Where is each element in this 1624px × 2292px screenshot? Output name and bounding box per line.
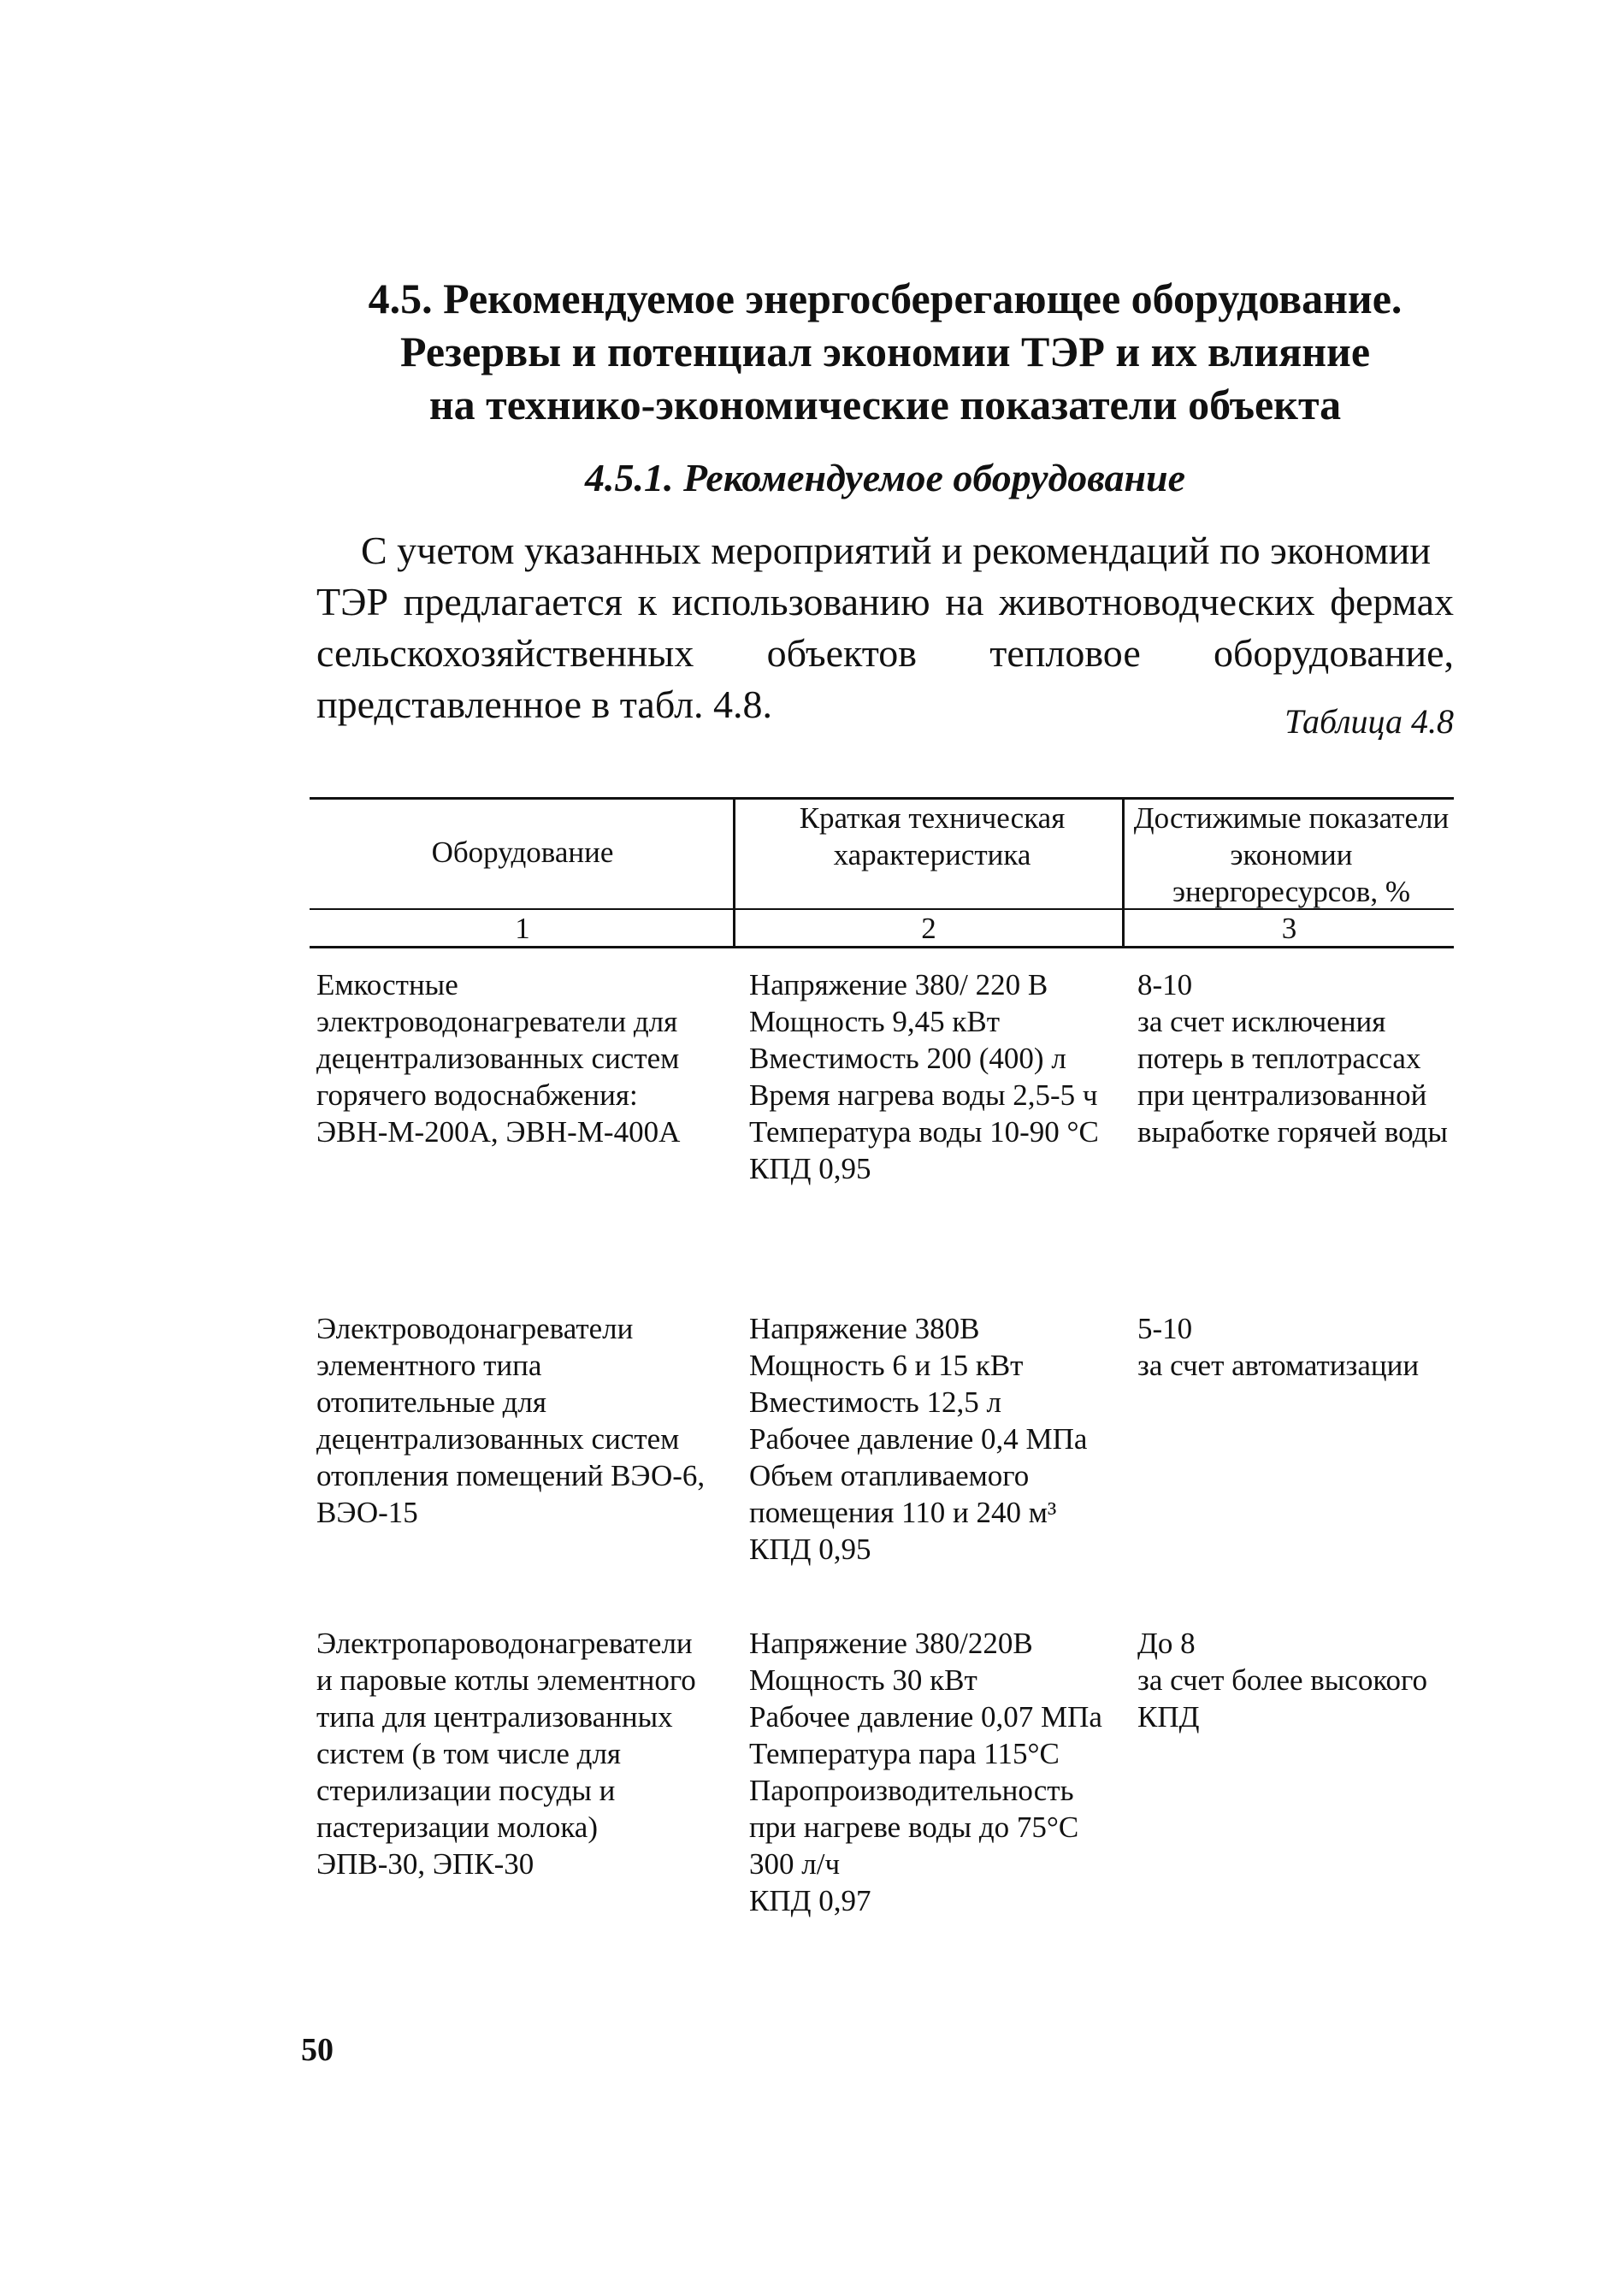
row-1-savings: 8-10 за счет исключения потерь в теплотрассах при централизованной выработке горячей воды	[1137, 968, 1448, 1149]
paragraph-rest: ТЭР предлагается к использованию на животноводческих фермах сельскохозяйственных объектов тепловое оборудование, представленное в табл. 4.8.	[316, 580, 1454, 726]
column-number-3: 3	[1281, 912, 1297, 945]
heading-line-3: на технико-экономические показатели объекта	[428, 381, 1342, 428]
row-2-savings: 5-10 за счет автоматизации	[1137, 1312, 1420, 1382]
row-1-specs: Напряжение 380/ 220 В Мощность 9,45 кВт Вместимость 200 (400) л Время нагрева воды 2,5-5 ч Температура воды 10-90 °С КПД 0,95	[749, 968, 1099, 1185]
section-heading	[316, 272, 1454, 431]
column-header-specs: Краткая техническая характеристика	[799, 801, 1066, 871]
row-3-specs: Напряжение 380/220В Мощность 30 кВт Рабочее давление 0,07 МПа Температура пара 115°С Паропроизводительность при нагреве воды до 75°С 300 л/ч КПД 0,97	[749, 1627, 1102, 1917]
row-2-specs: Напряжение 380В Мощность 6 и 15 кВт Вместимость 12,5 л Рабочее давление 0,4 МПа Объем отапливаемого помещения 110 и 240 м³ КПД 0,95	[749, 1312, 1088, 1566]
row-3-savings: До 8 за счет более высокого КПД	[1137, 1627, 1428, 1734]
column-number-2: 2	[921, 912, 936, 945]
column-header-equipment: Оборудование	[431, 836, 614, 869]
row-1-equipment: Емкостные электроводонагреватели для децентрализованных систем горячего водоснабжения: ЭВН-М-200А, ЭВН-М-400А	[316, 968, 681, 1149]
table-caption: Таблица 4.8	[1284, 702, 1454, 741]
heading-line-1: 4.5. Рекомендуемое энергосберегающее оборудование.	[368, 275, 1403, 322]
row-2-equipment: Электроводонагреватели элементного типа отопительные для децентрализованных систем отопления помещений ВЭО-6, ВЭО-15	[316, 1312, 706, 1529]
row-3-equipment: Электропароводонагреватели и паровые котлы элементного типа для централизованных систем (в том числе для стерилизации посуды и пастеризации молока) ЭПВ-30, ЭПК-30	[316, 1627, 696, 1881]
column-number-1: 1	[515, 912, 530, 945]
column-header-savings: Достижимые показатели экономии энергоресурсов, %	[1133, 801, 1450, 908]
subsection-heading: 4.5.1. Рекомендуемое оборудование	[584, 456, 1186, 499]
intro-paragraph	[316, 525, 1454, 730]
page-number: 50	[301, 2032, 334, 2068]
heading-line-2: Резервы и потенциал экономии ТЭР и их влияние	[399, 328, 1371, 375]
paragraph-first-line: С учетом указанных мероприятий и рекомендаций по экономии	[361, 529, 1431, 572]
